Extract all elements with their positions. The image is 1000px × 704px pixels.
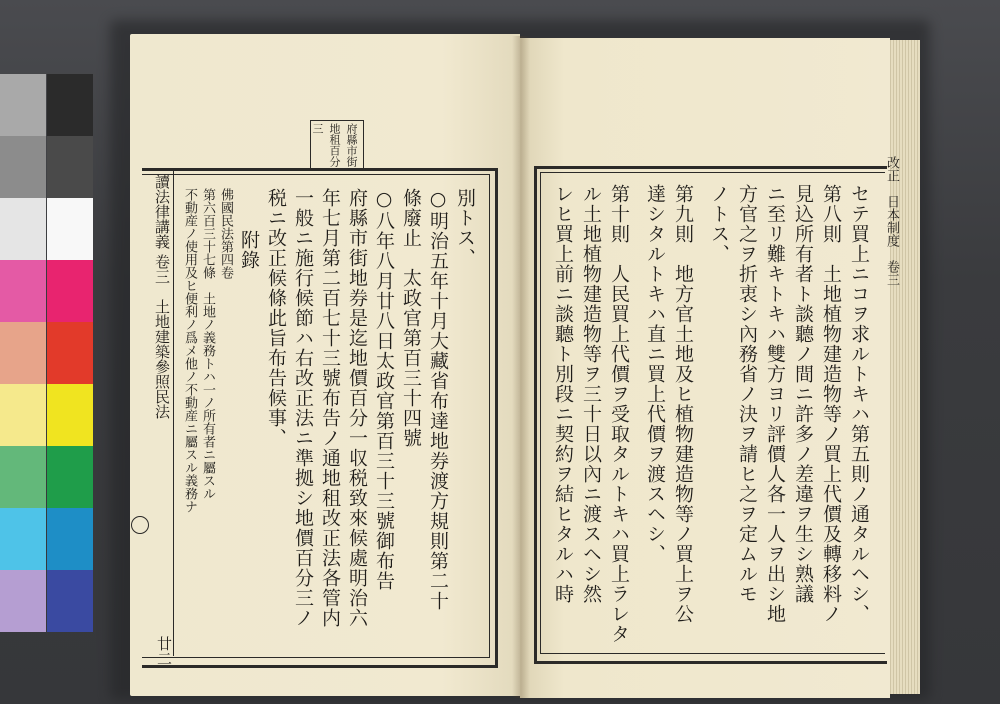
right-column-1: セテ買上ニコヲ求ルトキハ第五則ノ通タルヘシ、 — [848, 184, 870, 624]
color-patch — [47, 570, 93, 632]
folio-circle-mark — [131, 516, 149, 534]
right-column-2: 第八則 土地植物建造物等ノ買上代價及轉移料ノ — [820, 184, 842, 624]
left-column-11: 第六百三十七條 土地ノ義務トハ一ノ所有者ニ屬スル — [200, 188, 215, 500]
color-patch — [0, 260, 46, 322]
page-edges — [888, 40, 920, 694]
left-column-5: 府縣市街地券是迄地價百分一収税致來候處明治六 — [346, 188, 368, 628]
right-column-8: 達シタルトキハ直ニ買上代價ヲ渡スヘシ、 — [644, 184, 666, 564]
right-hashira-title: 改正 日本制度 卷三 — [884, 156, 899, 286]
right-column-9: 第十則 人民買上代價ヲ受取タルトキハ買上ラレタ — [608, 184, 630, 644]
color-patch — [47, 384, 93, 446]
color-patch — [47, 136, 93, 198]
left-column-10: 佛國民法第四卷 — [218, 188, 233, 279]
left-column-3: 條廢止 太政官第百三十四號 — [400, 188, 422, 448]
left-hashira-title: 讀法律講義 卷三 土地建築參照民法 — [153, 174, 171, 419]
color-patch — [0, 322, 46, 384]
left-column-2: ○明治五年十月大藏省布達地券渡方規則第二十 — [427, 188, 449, 611]
color-patch — [0, 508, 46, 570]
color-patch — [47, 446, 93, 508]
left-column-9: 附錄 — [238, 230, 260, 270]
left-column-6: 年七月第二百七十三號布告ノ通地租改正法各管内 — [319, 188, 341, 628]
right-page-hashira — [872, 150, 902, 350]
right-column-5: 方官之ヲ折衷シ內務省ノ決ヲ請ヒ之ヲ定ムルモ — [736, 184, 758, 604]
color-checker — [0, 74, 94, 634]
color-patch — [47, 508, 93, 570]
left-column-8: 税ニ改正候條此旨布告候事、 — [265, 188, 287, 448]
color-patch — [0, 570, 46, 632]
color-patch — [47, 260, 93, 322]
color-patch — [0, 198, 46, 260]
left-column-1: 別トス、 — [454, 188, 476, 268]
book-gutter — [512, 36, 530, 698]
color-patch — [0, 74, 46, 136]
left-column-7: 一般ニ施行候節ハ右改正法ニ準拠シ地價百分三ノ — [292, 188, 314, 628]
left-folio: 廿二 — [155, 636, 173, 666]
color-patch — [0, 446, 46, 508]
color-patch — [47, 74, 93, 136]
left-column-12: 不動産ノ使用及ヒ便利ノ爲メ他ノ不動産ニ屬スル義務ナ — [182, 188, 197, 513]
right-column-11: レヒ買上前ニ談聽ト別段ニ契約ヲ結ヒタルハ時 — [552, 184, 574, 604]
right-column-6: ノトス、 — [708, 184, 730, 264]
right-column-4: ニ至リ難キトキハ雙方ヨリ評價人各一人ヲ出シ地 — [764, 184, 786, 624]
left-column-4: ○八年八月廿八日太政官第百三十三號御布告 — [373, 188, 395, 591]
color-patch — [47, 322, 93, 384]
right-column-10: ル土地植物建造物等ヲ三十日以內ニ渡スヘシ然 — [580, 184, 602, 604]
left-page-hashira — [143, 170, 174, 666]
color-patch — [0, 136, 46, 198]
color-patch — [47, 198, 93, 260]
color-patch — [0, 384, 46, 446]
left-header-box: 府縣市街地租百分三 — [310, 120, 364, 170]
right-column-3: 見込所有者ト談聽ノ間ニ許多ノ差違ヲ生シ熟議 — [792, 184, 814, 604]
right-column-7: 第九則 地方官土地及ヒ植物建造物等ノ買上ヲ公 — [672, 184, 694, 624]
